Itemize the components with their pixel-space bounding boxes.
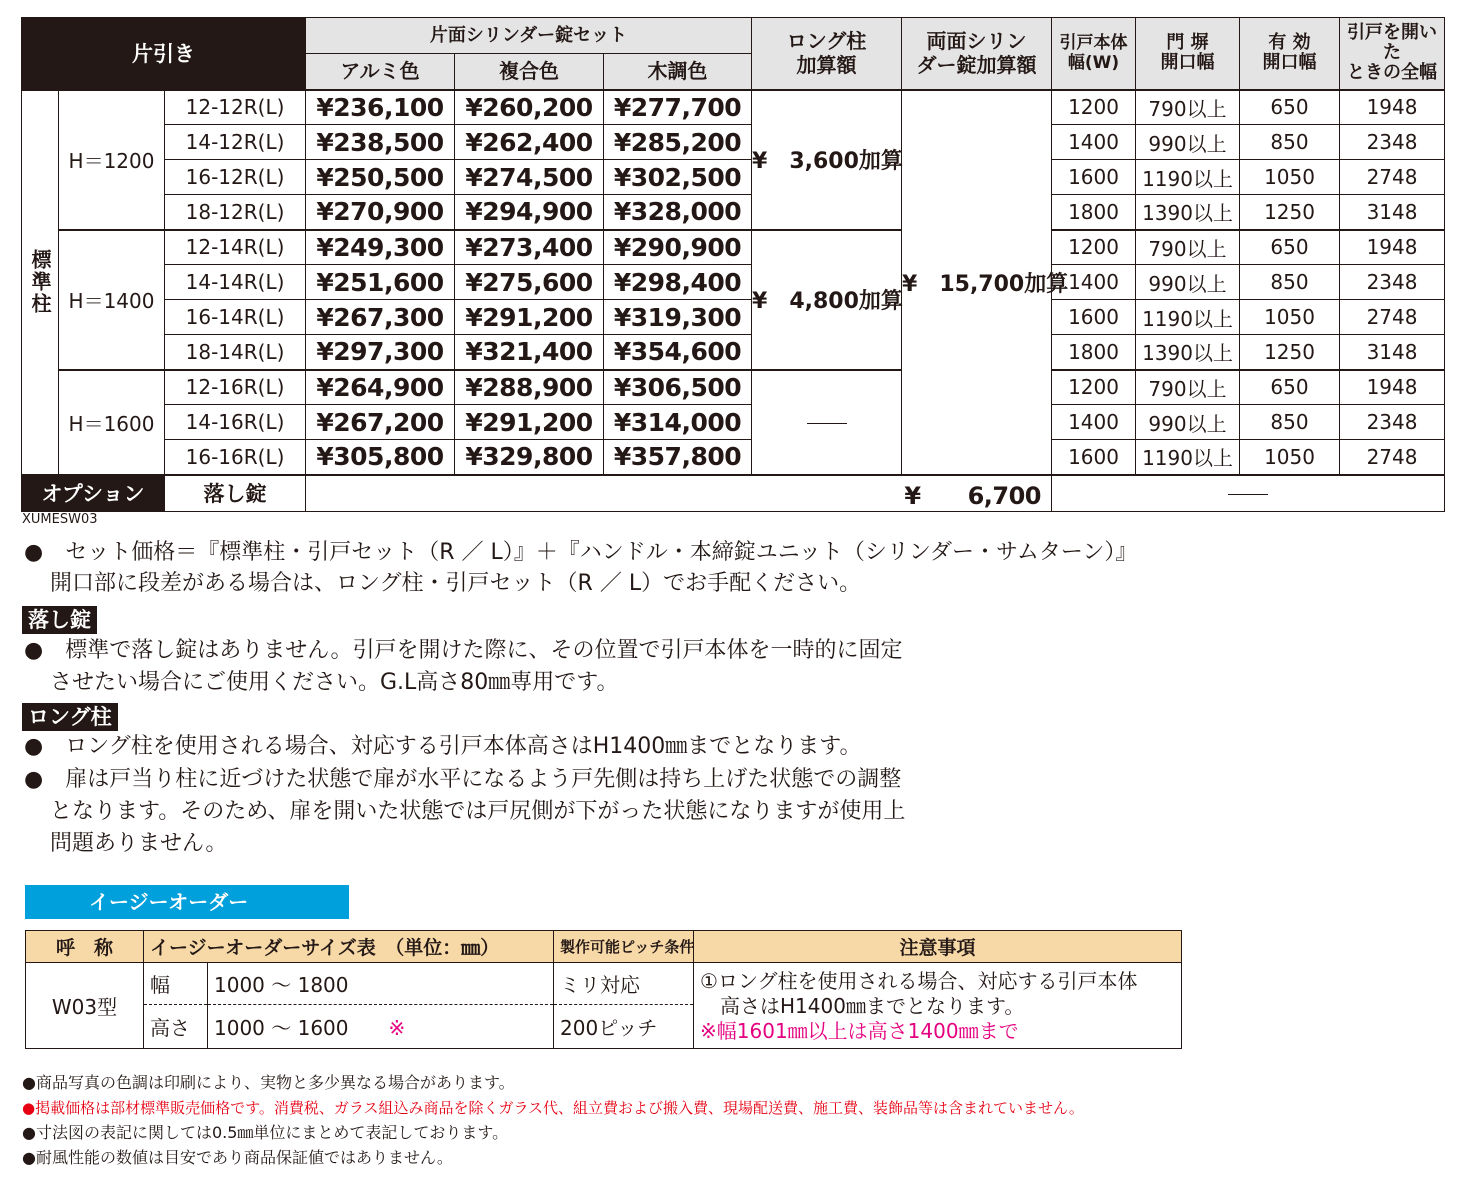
- effective-opening: 850: [1240, 405, 1340, 440]
- price-mokuchou: ¥302,500: [604, 160, 752, 195]
- price-mokuchou: ¥306,500: [604, 370, 752, 405]
- gate-opening: 790以上: [1136, 90, 1240, 125]
- long-pillar-tag: ロング柱: [22, 703, 118, 731]
- note-long-1: ● ロング柱を使用される場合、対応する引戸本体高さはH1400㎜までとなります。: [24, 734, 862, 759]
- height-cell: H＝1600: [59, 370, 165, 475]
- price-fukugo: ¥262,400: [455, 125, 604, 160]
- note-long-3: となります。そのため、扉を開いた状態では戸尻側が下がった状態になりますが使用上: [50, 799, 906, 824]
- price-mokuchou: ¥298,400: [604, 265, 752, 300]
- height-cell: H＝1400: [59, 230, 165, 370]
- effective-opening: 1050: [1240, 440, 1340, 475]
- model-code: 12-16R(L): [165, 370, 306, 405]
- model-code: 12-12R(L): [165, 90, 306, 125]
- price-mokuchou: ¥290,900: [604, 230, 752, 265]
- effective-opening: 650: [1240, 90, 1340, 125]
- price-fukugo: ¥329,800: [455, 440, 604, 475]
- price-mokuchou: ¥285,200: [604, 125, 752, 160]
- price-alumi: ¥270,900: [306, 195, 455, 230]
- eo-caution: [694, 963, 1182, 1049]
- price-mokuchou: ¥357,800: [604, 440, 752, 475]
- gate-opening: 1190以上: [1136, 440, 1240, 475]
- full-width: 1948: [1340, 230, 1445, 265]
- double-cylinder-header: 両面シリン ダー錠加算額: [902, 18, 1052, 90]
- note-long-4: 問題ありません。: [50, 831, 228, 856]
- full-width: 2748: [1340, 160, 1445, 195]
- body-width: 1200: [1052, 90, 1136, 125]
- price-mokuchou: ¥354,600: [604, 335, 752, 370]
- eo-caution-3: ※幅1601㎜以上は高さ1400㎜まで: [700, 1019, 1019, 1043]
- price-mokuchou: ¥319,300: [604, 300, 752, 335]
- price-fukugo: ¥288,900: [455, 370, 604, 405]
- eo-width-label: 幅: [144, 963, 208, 1005]
- gate-opening: 790以上: [1136, 230, 1240, 265]
- price-fukugo: ¥291,200: [455, 300, 604, 335]
- eo-height-range-text: 1000 ～ 1600 ※: [214, 1016, 406, 1040]
- body-width: 1200: [1052, 230, 1136, 265]
- effective-opening: 850: [1240, 125, 1340, 160]
- price-row: [22, 440, 1445, 475]
- body-width: 1600: [1052, 440, 1136, 475]
- option-price: ¥ 6,700: [306, 475, 1052, 512]
- asterisk-mark: ※: [388, 1016, 406, 1040]
- gate-opening: 990以上: [1136, 265, 1240, 300]
- model-code: 16-16R(L): [165, 440, 306, 475]
- eo-caution-2: 高さはH1400㎜までとなります。: [700, 994, 1025, 1018]
- price-row: [22, 300, 1445, 335]
- price-table: [21, 17, 1445, 512]
- gate-opening: 1190以上: [1136, 300, 1240, 335]
- note-drop-lock-1: ● 標準で落し錠はありません。引戸を開けた際に、その位置で引戸本体を一時的に固定: [24, 638, 903, 663]
- price-row: [22, 160, 1445, 195]
- price-fukugo: ¥294,900: [455, 195, 604, 230]
- price-row: [22, 90, 1445, 125]
- full-width: 2348: [1340, 265, 1445, 300]
- footnote-3: ●寸法図の表記に関しては0.5㎜単位にまとめて表記しております。: [22, 1123, 509, 1142]
- effective-opening: 1250: [1240, 335, 1340, 370]
- effective-opening: 650: [1240, 230, 1340, 265]
- price-alumi: ¥236,100: [306, 90, 455, 125]
- eo-caution-1: ①ロング柱を使用される場合、対応する引戸本体: [700, 969, 1138, 993]
- eo-width-range: 1000 ～ 1800: [208, 963, 554, 1005]
- price-row: [22, 230, 1445, 265]
- gate-opening: 1390以上: [1136, 195, 1240, 230]
- product-code: XUMESW03: [22, 512, 98, 527]
- price-fukugo: ¥273,400: [455, 230, 604, 265]
- eo-header-size: イージーオーダーサイズ表 （単位：㎜）: [144, 931, 554, 963]
- full-width: 2748: [1340, 300, 1445, 335]
- price-alumi: ¥305,800: [306, 440, 455, 475]
- full-width: 3148: [1340, 195, 1445, 230]
- long-pillar-header: ロング柱 加算額: [752, 18, 902, 90]
- price-fukugo: ¥321,400: [455, 335, 604, 370]
- note-set-price-2: 開口部に段差がある場合は、ロング柱・引戸セット（R ／ L）でお手配ください。: [50, 571, 862, 596]
- price-row: [22, 195, 1445, 230]
- price-mokuchou: ¥328,000: [604, 195, 752, 230]
- gate-opening: 990以上: [1136, 125, 1240, 160]
- gate-opening-header: 門 塀 開口幅: [1136, 18, 1240, 90]
- note-set-price-1: ● セット価格＝『標準柱・引戸セット（R ／ L）』＋『ハンドル・本締錠ユニット（シリンダー・サムターン）』: [24, 540, 1138, 565]
- long-pillar-addon: ¥ 4,800加算: [752, 230, 902, 370]
- footnote-4: ●耐風性能の数値は目安であり商品保証値ではありません。: [22, 1148, 453, 1167]
- effective-opening: 1050: [1240, 160, 1340, 195]
- price-alumi: ¥264,900: [306, 370, 455, 405]
- price-row: [22, 370, 1445, 405]
- footnote-1: ●商品写真の色調は印刷により、実物と多少異なる場合があります。: [22, 1073, 515, 1092]
- type-label: 片引き: [22, 18, 306, 90]
- price-alumi: ¥238,500: [306, 125, 455, 160]
- price-fukugo: ¥260,200: [455, 90, 604, 125]
- set-group-header: 片面シリンダー錠セット: [306, 18, 752, 54]
- price-row: [22, 125, 1445, 160]
- body-width-header: 引戸本体 幅(W): [1052, 18, 1136, 90]
- effective-opening: 1250: [1240, 195, 1340, 230]
- price-alumi: ¥297,300: [306, 335, 455, 370]
- color-header-mokuchou: 木調色: [604, 54, 752, 90]
- model-code: 18-12R(L): [165, 195, 306, 230]
- eo-header-name: 呼 称: [26, 931, 144, 963]
- footnote-2: ●掲載価格は部材標準販売価格です。消費税、ガラス組込み商品を除くガラス代、組立費および搬入費、現場配送費、施工費、装飾品等は含まれていません。: [22, 1099, 1084, 1117]
- eo-height-label: 高さ: [144, 1005, 208, 1049]
- full-width-header: 引戸を開いた ときの全幅: [1340, 18, 1445, 90]
- long-pillar-addon-none: [752, 370, 902, 475]
- price-row: [22, 335, 1445, 370]
- full-width: 1948: [1340, 90, 1445, 125]
- gate-opening: 1390以上: [1136, 335, 1240, 370]
- model-code: 14-12R(L): [165, 125, 306, 160]
- price-fukugo: ¥274,500: [455, 160, 604, 195]
- model-code: 16-14R(L): [165, 300, 306, 335]
- color-header-fukugo: 複合色: [455, 54, 604, 90]
- easy-order-title: イージーオーダー: [25, 885, 349, 919]
- option-na: [1052, 475, 1445, 512]
- body-width: 1200: [1052, 370, 1136, 405]
- price-fukugo: ¥291,200: [455, 405, 604, 440]
- price-mokuchou: ¥314,000: [604, 405, 752, 440]
- price-alumi: ¥267,200: [306, 405, 455, 440]
- price-alumi: ¥251,600: [306, 265, 455, 300]
- std-pillar-label: 標準柱: [22, 90, 59, 475]
- model-code: 18-14R(L): [165, 335, 306, 370]
- dash-mark: [1228, 494, 1268, 495]
- note-drop-lock-2: させたい場合にご使用ください。G.L高さ80㎜専用です。: [50, 670, 619, 695]
- effective-opening: 1050: [1240, 300, 1340, 335]
- option-row: [22, 475, 1445, 512]
- easy-order-table: [25, 930, 1182, 1049]
- eo-header-pitch: 製作可能ピッチ条件: [554, 931, 694, 963]
- body-width: 1400: [1052, 125, 1136, 160]
- eo-model: W03型: [26, 963, 144, 1049]
- eo-width-pitch: ミリ対応: [554, 963, 694, 1005]
- drop-lock-tag: 落し錠: [22, 606, 97, 634]
- price-fukugo: ¥275,600: [455, 265, 604, 300]
- effective-opening: 850: [1240, 265, 1340, 300]
- eo-height-range: [208, 1005, 554, 1049]
- dash-mark: [807, 423, 847, 424]
- body-width: 1400: [1052, 405, 1136, 440]
- price-mokuchou: ¥277,700: [604, 90, 752, 125]
- gate-opening: 1190以上: [1136, 160, 1240, 195]
- effective-opening: 650: [1240, 370, 1340, 405]
- price-row: [22, 265, 1445, 300]
- double-cylinder-addon: ¥ 15,700加算: [902, 90, 1052, 475]
- full-width: 2748: [1340, 440, 1445, 475]
- price-alumi: ¥250,500: [306, 160, 455, 195]
- gate-opening: 790以上: [1136, 370, 1240, 405]
- body-width: 1600: [1052, 300, 1136, 335]
- body-width: 1800: [1052, 335, 1136, 370]
- body-width: 1400: [1052, 265, 1136, 300]
- body-width: 1600: [1052, 160, 1136, 195]
- body-width: 1800: [1052, 195, 1136, 230]
- model-code: 12-14R(L): [165, 230, 306, 265]
- height-cell: H＝1200: [59, 90, 165, 230]
- full-width: 1948: [1340, 370, 1445, 405]
- effective-opening-header: 有 効 開口幅: [1240, 18, 1340, 90]
- price-alumi: ¥249,300: [306, 230, 455, 265]
- model-code: 14-14R(L): [165, 265, 306, 300]
- eo-header-caution: 注意事項: [694, 931, 1182, 963]
- full-width: 2348: [1340, 125, 1445, 160]
- long-pillar-addon: ¥ 3,600加算: [752, 90, 902, 230]
- price-row: [22, 405, 1445, 440]
- option-item: 落し錠: [165, 475, 306, 512]
- price-alumi: ¥267,300: [306, 300, 455, 335]
- color-header-alumi: アルミ色: [306, 54, 455, 90]
- full-width: 3148: [1340, 335, 1445, 370]
- model-code: 16-12R(L): [165, 160, 306, 195]
- note-long-2: ● 扉は戸当り柱に近づけた状態で扉が水平になるよう戸先側は持ち上げた状態での調整: [24, 767, 902, 792]
- model-code: 14-16R(L): [165, 405, 306, 440]
- eo-height-pitch: 200ピッチ: [554, 1005, 694, 1049]
- option-label: オプション: [22, 475, 165, 512]
- full-width: 2348: [1340, 405, 1445, 440]
- gate-opening: 990以上: [1136, 405, 1240, 440]
